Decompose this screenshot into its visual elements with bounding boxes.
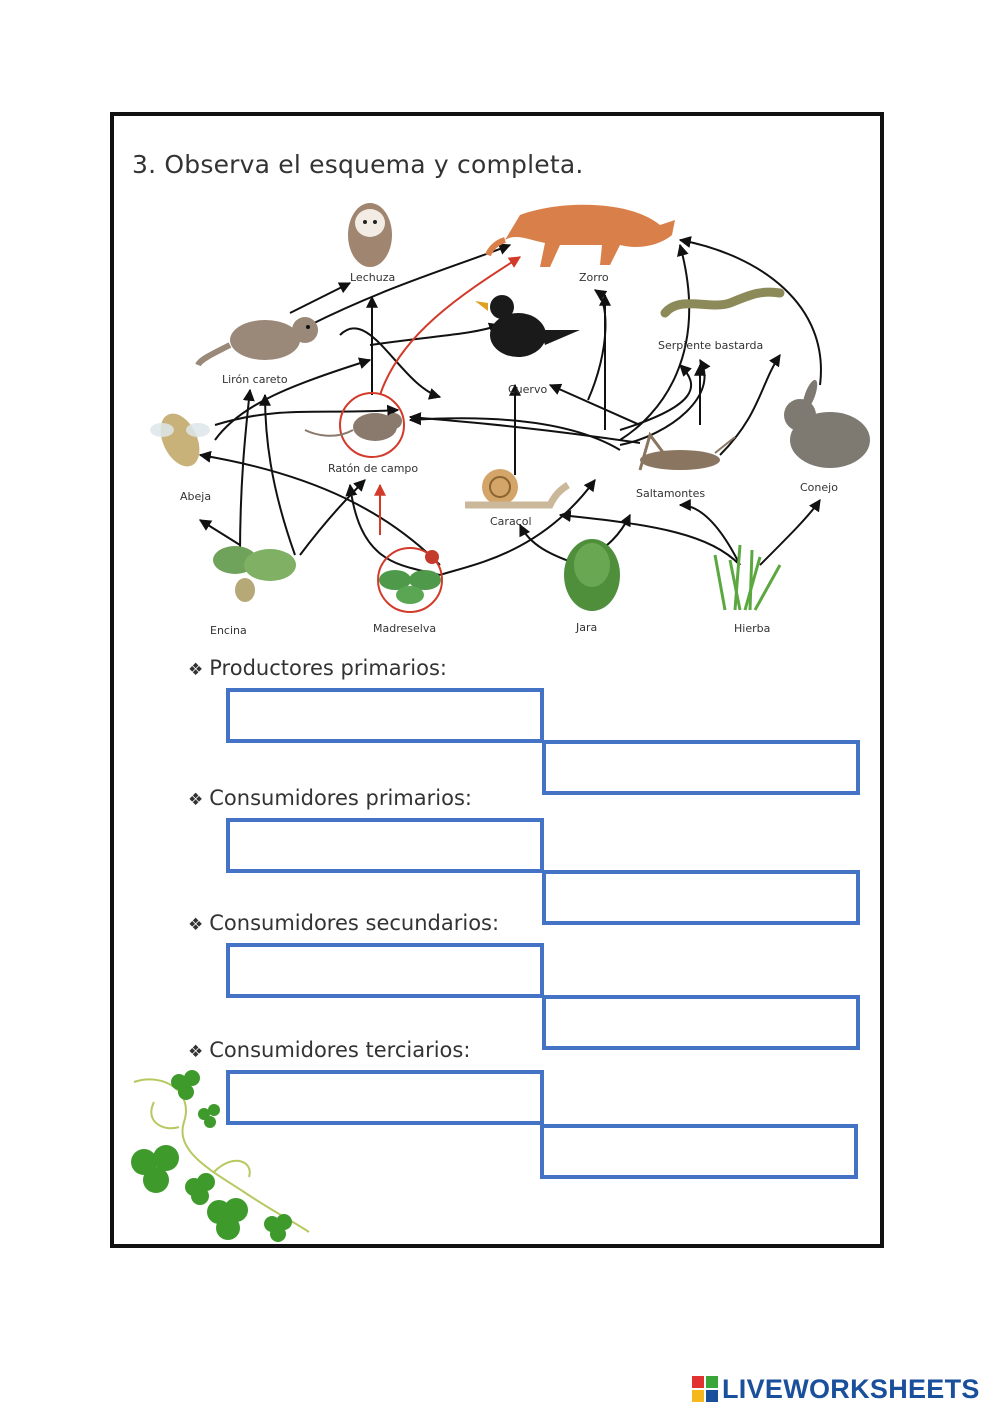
clover-decoration-icon: [124, 1062, 314, 1246]
liveworksheets-logo-icon: [692, 1376, 718, 1402]
label-caracol: Caracol: [490, 515, 532, 528]
bullet-icon: ❖: [188, 660, 204, 680]
question-consumidores-secundarios: [188, 911, 499, 935]
snail-icon: [465, 469, 568, 505]
label-raton: Ratón de campo: [328, 462, 419, 475]
fox-icon: [488, 205, 675, 267]
snake-icon: [665, 292, 780, 313]
bullet-icon: ❖: [188, 1042, 204, 1062]
question-label: Consumidores secundarios:: [209, 911, 500, 935]
bee-icon: [150, 407, 210, 472]
bullet-icon: ❖: [188, 915, 204, 935]
label-cuervo: Cuervo: [508, 383, 548, 396]
bullet-icon: ❖: [188, 790, 204, 810]
brand-name: LIVEWORKSHEETS: [722, 1373, 980, 1404]
rabbit-icon: [784, 378, 870, 468]
label-encina: Encina: [210, 624, 247, 637]
question-consumidores-primarios: [188, 786, 472, 810]
mouse-icon: [305, 413, 402, 441]
label-conejo: Conejo: [800, 481, 838, 494]
label-jara: Jara: [576, 621, 598, 634]
answer-box-secundarios-2[interactable]: [542, 995, 860, 1050]
answer-box-productores-2[interactable]: [542, 740, 860, 795]
label-lechuza: Lechuza: [350, 271, 396, 284]
exercise-title: 3. Observa el esquema y completa.: [132, 150, 584, 179]
answer-box-terciarios-2[interactable]: [540, 1124, 858, 1179]
oak-icon: [213, 546, 296, 602]
label-serpiente: Serpiente bastarda: [658, 339, 764, 352]
question-label: Consumidores terciarios:: [209, 1038, 471, 1062]
question-label: Consumidores primarios:: [209, 786, 472, 810]
answer-box-primarios-2[interactable]: [542, 870, 860, 925]
answer-box-productores-1[interactable]: [226, 688, 544, 743]
blackbird-icon: [475, 295, 580, 357]
label-liron: Lirón careto: [222, 373, 288, 386]
question-label: Productores primarios:: [209, 656, 447, 680]
grasshopper-icon: [640, 435, 735, 470]
rockrose-icon: [564, 539, 620, 611]
food-web-diagram: [140, 185, 880, 645]
liveworksheets-logo: [692, 1374, 980, 1404]
question-consumidores-terciarios: [188, 1038, 470, 1062]
label-madreselva: Madreselva: [373, 622, 437, 635]
owl-icon: [348, 203, 392, 267]
label-saltamontes: Saltamontes: [636, 487, 706, 500]
question-productores: [188, 656, 447, 680]
label-abeja: Abeja: [180, 490, 212, 503]
answer-box-primarios-1[interactable]: [226, 818, 544, 873]
label-hierba: Hierba: [734, 622, 771, 635]
label-zorro: Zorro: [579, 271, 609, 284]
answer-box-secundarios-1[interactable]: [226, 943, 544, 998]
dormouse-icon: [198, 317, 318, 365]
